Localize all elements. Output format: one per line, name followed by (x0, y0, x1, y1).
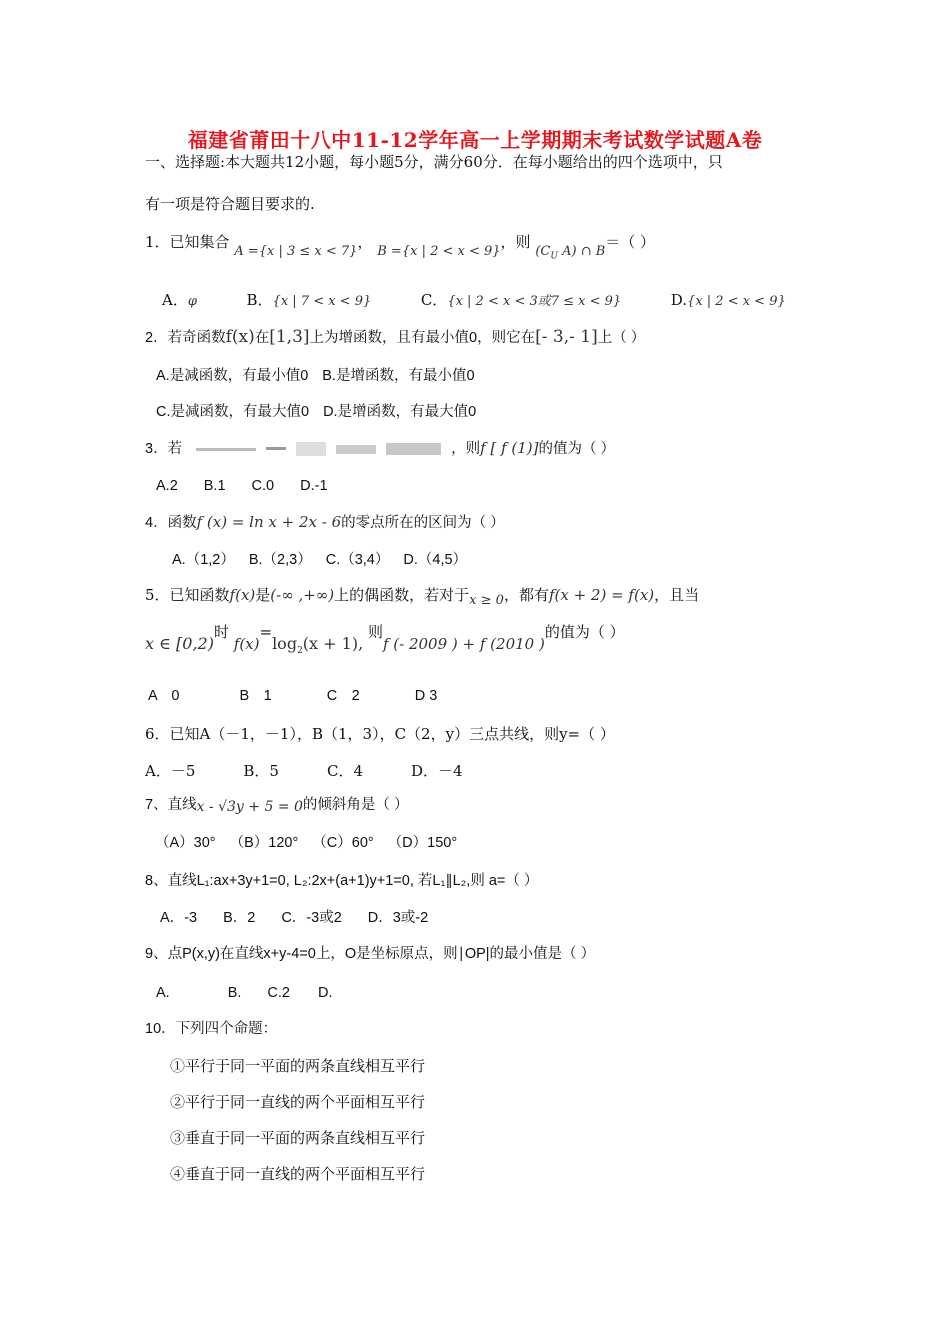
q4-text-2: 的零点所在的区间为（ ） (341, 515, 505, 531)
q3-expr: f [ f (1)] (480, 439, 539, 457)
q7-text-2: 的倾斜角是（ ） (302, 797, 409, 813)
q5-fx-2: f(x) (233, 635, 260, 653)
q9-option-a: A. (156, 985, 170, 1001)
q1-option-b-label: B． (246, 291, 273, 309)
q9-option-d: D. (317, 985, 333, 1001)
q10-item: ④垂直于同一直线的两个平面相互平行 (170, 1165, 426, 1183)
q4-option-c: C.（3,4） (325, 552, 390, 568)
q5-sum: f (- 2009 ) + f (2010 ) (382, 635, 545, 653)
q2-option-c: C.是减函数，有最大值0 (156, 404, 310, 420)
q5-tail: 的值为（ ） (544, 623, 625, 641)
q5-text-4: ，都有 (503, 586, 549, 604)
q2-option-a: A.是减函数，有最小值0 (156, 368, 309, 384)
q5-condition: x ≥ 0 (469, 593, 504, 608)
q6-option-a: A．－5 (145, 762, 196, 780)
q10-item: ②平行于同一直线的两个平面相互平行 (170, 1093, 426, 1111)
q4-option-b: B.（2,3） (248, 552, 312, 568)
q5-log-base: 2 (297, 646, 303, 657)
q8-option-a: A．-3 (160, 910, 198, 926)
q10-item: ③垂直于同一平面的两条直线相互平行 (170, 1129, 426, 1147)
q5-text-3: 上的偶函数，若对于 (334, 586, 470, 604)
q6-options (145, 761, 463, 781)
question-7 (145, 795, 408, 815)
q2-text-1: 2．若奇函数 (145, 330, 226, 346)
q3-option-a: A.2 (156, 478, 178, 494)
q5-log: log (272, 634, 298, 653)
q4-option-a: A.（1,2） (172, 552, 235, 568)
q7-option-a: （A）30° (155, 835, 216, 851)
q3-text-2: ，则 (451, 441, 481, 457)
question-1 (145, 232, 656, 262)
q2-options-cd (156, 402, 476, 422)
q5-periodic-eq: f(x + 2) = f(x) (548, 586, 655, 604)
q7-expr: x - √3y + 5 = 0 (196, 799, 303, 815)
q9-option-b: B. (227, 985, 242, 1001)
q6-option-b: B．5 (243, 762, 279, 780)
q2-text-4: 上（ ） (597, 330, 646, 346)
q1-option-d-label: D. (670, 291, 688, 309)
question-9: 9、点P(x,y)在直线x+y-4=0上，O是坐标原点，则∣OP|的最小值是（ ） (145, 946, 596, 962)
q5-fx: f(x) (229, 586, 256, 604)
q5-text-2: 是 (255, 586, 271, 604)
q3-option-b: B.1 (203, 478, 226, 494)
q5-option-a: A 0 (148, 688, 180, 704)
q7-option-c: （C）60° (312, 835, 374, 851)
q5-option-c: C 2 (326, 688, 360, 704)
q8-option-b: B．2 (223, 910, 256, 926)
q5-option-b: B 1 (239, 688, 272, 704)
q8-option-d: D．3或-2 (367, 910, 429, 926)
q5-log-arg: (x + 1), (302, 634, 364, 653)
q3-options (156, 476, 328, 496)
q3-option-c: C.0 (251, 478, 275, 494)
q1-tail: ＝（ ） (605, 233, 656, 251)
question-6: 6．已知A（－1，－1），B（1，3），C（2，y）三点共线，则y=（ ） (145, 725, 615, 743)
q8-option-c: C．-3或2 (281, 910, 342, 926)
q2-text-3: 上为增函数，且有最小值0，则它在 (309, 330, 536, 346)
q2-interval-2: [- 3,- 1] (535, 327, 598, 347)
q7-text-1: 7、直线 (145, 797, 197, 813)
q2-option-d: D.是增函数，有最大值0 (323, 404, 477, 420)
q7-option-b: （B）120° (229, 835, 299, 851)
question-3 (145, 438, 615, 460)
q1-options (162, 290, 786, 312)
question-2 (145, 327, 645, 348)
q3-text-1: 3．若 (145, 441, 183, 457)
q1-option-a-label: A． (162, 291, 188, 309)
q5-options (148, 686, 437, 706)
q6-option-d: D．－4 (411, 762, 463, 780)
q1-expr2: A) ∩ B (557, 244, 606, 259)
q1-option-b: {x | 7 < x < 9} (272, 294, 372, 309)
q5-text-1: 5．已知函数 (145, 586, 230, 604)
q9-option-c: C.2 (267, 985, 290, 1001)
q9-options (156, 983, 332, 1003)
question-10: 10．下列四个命题： (145, 1021, 278, 1037)
q10-item: ①平行于同一平面的两条直线相互平行 (170, 1057, 426, 1075)
q7-option-d: （D）150° (387, 835, 458, 851)
q2-interval-1: [1,3] (269, 327, 310, 347)
q1-set-b: B ={x | 2 < x < 9} (377, 244, 501, 259)
q2-option-b: B.是增函数，有最小值0 (322, 368, 475, 384)
page-title: 福建省莆田十八中11-12学年高一上学期期末考试数学试题A卷 (187, 128, 763, 152)
q5-text-5: ，且当 (654, 586, 700, 604)
q1-set-a: A ={x | 3 ≤ x < 7} (234, 244, 358, 259)
q7-options (155, 833, 457, 853)
q1-sep: ， (357, 233, 373, 251)
q6-option-c: C．4 (326, 762, 363, 780)
q5-when: 时 (213, 623, 229, 641)
q2-options-ab (156, 366, 475, 386)
question-5-line1 (145, 585, 699, 607)
q5-option-d: D 3 (414, 688, 438, 704)
q5-domain: (-∞ ,+∞) (270, 586, 335, 604)
q2-fx: f(x) (225, 327, 255, 347)
q4-options (172, 550, 467, 570)
question-8: 8、直线L₁:ax+3y+1=0, L₂:2x+(a+1)y+1=0, 若L₁∥L₂,则 a=（ ） (145, 873, 539, 889)
q1-option-c-label: C． (420, 291, 448, 309)
question-4 (145, 512, 505, 533)
q3-garbled-formula-image (186, 438, 451, 460)
q1-option-d: {x | 2 < x < 9} (687, 294, 786, 309)
q5-eq: = (259, 623, 273, 641)
q2-text-2: 在 (254, 330, 270, 346)
q1-stem: 1．已知集合 (145, 233, 230, 251)
q8-options (160, 908, 428, 928)
q4-expr: f (x) = ln x + 2x - 6 (196, 513, 342, 531)
q4-option-d: D.（4,5） (403, 552, 468, 568)
q1-expr-sub: U (550, 251, 558, 262)
q1-option-a: φ (187, 294, 197, 309)
q3-text-3: 的值为（ ） (538, 441, 615, 457)
q5-then: 则 (367, 623, 383, 641)
q5-interval: x ∈ [0,2) (145, 634, 214, 653)
q1-expr: (C (535, 244, 551, 259)
q1-option-c: {x | 2 < x < 3或7 ≤ x < 9} (447, 294, 622, 309)
question-5-line2 (145, 622, 625, 657)
section-intro-line1: 一、选择题:本大题共12小题，每小题5分，满分60分．在每小题给出的四个选项中，只 (145, 153, 723, 171)
q1-then: ，则 (500, 233, 531, 251)
q4-text-1: 4．函数 (145, 515, 197, 531)
q3-option-d: D.-1 (300, 478, 328, 494)
section-intro-line2: 有一项是符合题目要求的. (145, 195, 315, 213)
